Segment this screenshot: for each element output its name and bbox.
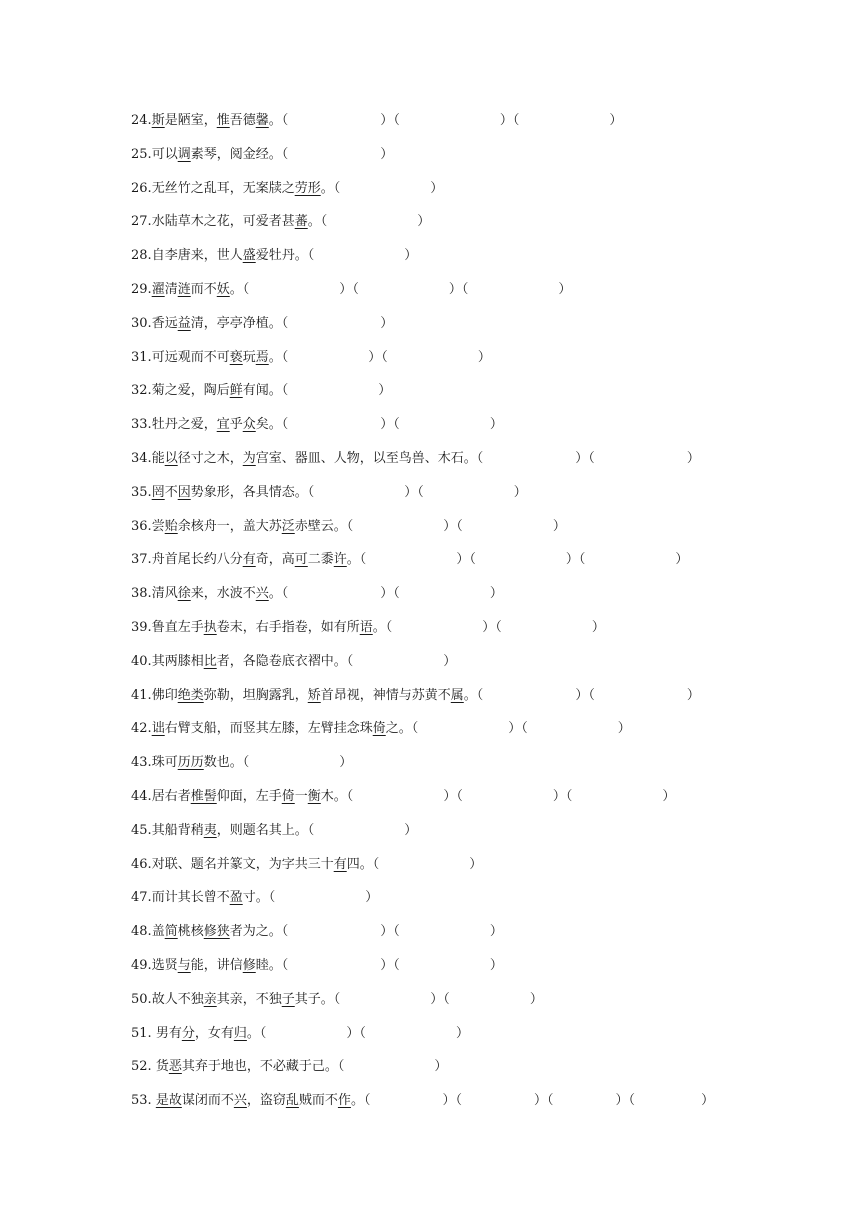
sentence-text: 清 bbox=[164, 281, 178, 297]
question-line bbox=[131, 481, 751, 515]
underlined-word: 兴 bbox=[255, 586, 269, 602]
underlined-word: 妖 bbox=[216, 281, 230, 297]
answer-blank[interactable]: （ ） bbox=[521, 721, 631, 737]
question-line bbox=[131, 785, 751, 819]
sentence-text: 能，讲信 bbox=[190, 957, 243, 973]
answer-blank[interactable]: （ ） bbox=[455, 1093, 548, 1109]
underlined-word: 许 bbox=[333, 552, 347, 568]
underlined-word: 盛 bbox=[242, 248, 256, 264]
question-line bbox=[131, 920, 751, 954]
question-number: 49. bbox=[131, 957, 152, 973]
sentence-text: 首昂视，神情与苏黄不 bbox=[320, 687, 451, 703]
answer-blank[interactable]: （ ） bbox=[588, 687, 700, 703]
question-line bbox=[131, 717, 751, 751]
answer-blank[interactable]: （ ） bbox=[456, 788, 566, 804]
sentence-text: 其两膝相 bbox=[151, 653, 204, 669]
answer-blank[interactable]: （ ） bbox=[381, 349, 491, 365]
sentence-text: 四。 bbox=[346, 856, 373, 872]
answer-blank[interactable]: （ ） bbox=[281, 146, 394, 162]
sentence-text: 无丝竹之乱耳，无案牍之 bbox=[151, 180, 295, 196]
sentence-text: 自李唐来，世人 bbox=[151, 248, 243, 264]
answer-blank[interactable]: （ ） bbox=[281, 113, 394, 128]
underlined-word: 执 bbox=[203, 619, 217, 635]
answer-blank[interactable]: （ ） bbox=[411, 721, 522, 737]
underlined-word: 兴 bbox=[233, 1093, 247, 1109]
answer-blank[interactable]: （ ） bbox=[363, 1093, 456, 1109]
sentence-text: 睦。 bbox=[255, 957, 282, 973]
underlined-word: 为 bbox=[242, 450, 256, 466]
sentence-text: 弥勒，坦胸露乳， bbox=[203, 687, 308, 703]
answer-blank[interactable]: （ ） bbox=[578, 552, 689, 568]
sentence-text: 二黍 bbox=[307, 552, 334, 568]
underlined-word: 作 bbox=[337, 1093, 351, 1109]
question-line bbox=[131, 515, 751, 549]
answer-blank[interactable]: （ ） bbox=[476, 450, 589, 466]
answer-blank[interactable]: （ ） bbox=[547, 1093, 629, 1109]
question-number: 40. bbox=[131, 653, 152, 669]
sentence-text: 玩 bbox=[242, 349, 256, 365]
question-number: 35. bbox=[131, 484, 152, 500]
sentence-text: 势象形，各具情态。 bbox=[190, 484, 308, 500]
question-number: 33. bbox=[131, 417, 152, 433]
sentence-text: 。 bbox=[307, 214, 321, 230]
question-line bbox=[131, 954, 751, 988]
sentence-text: 来，水波不 bbox=[190, 586, 256, 602]
underlined-word: 属 bbox=[450, 687, 464, 703]
answer-blank[interactable]: （ ） bbox=[346, 788, 457, 804]
question-line bbox=[131, 109, 751, 143]
answer-blank[interactable]: （ ） bbox=[359, 552, 470, 568]
underlined-word: 乱 bbox=[285, 1093, 299, 1109]
question-number: 25. bbox=[131, 146, 152, 162]
underlined-word: 绝类 bbox=[177, 687, 204, 703]
question-number: 46. bbox=[131, 856, 152, 872]
underlined-word: 子 bbox=[281, 991, 295, 1007]
sentence-text: 货 bbox=[151, 1059, 169, 1075]
sentence-text: 。 bbox=[320, 180, 334, 196]
answer-blank[interactable]: （ ） bbox=[476, 687, 589, 703]
question-number: 30. bbox=[131, 315, 152, 331]
sentence-text: 居右者 bbox=[151, 788, 191, 804]
question-number: 50. bbox=[131, 991, 152, 1007]
underlined-word: 劳形 bbox=[294, 180, 321, 196]
sentence-text: 数也。 bbox=[203, 755, 243, 771]
question-line bbox=[131, 988, 751, 1022]
sentence-text: ，则题名其上。 bbox=[216, 822, 308, 838]
answer-blank[interactable]: （ ） bbox=[333, 991, 444, 1007]
answer-blank[interactable]: （ ） bbox=[456, 518, 566, 534]
question-number: 43. bbox=[131, 755, 152, 771]
answer-blank[interactable]: （ ） bbox=[307, 484, 418, 500]
sentence-text: 爱牡丹。 bbox=[255, 248, 308, 264]
sentence-text: 谋闭而不 bbox=[181, 1093, 234, 1109]
sentence-text: 其弃于地也，不必藏于己。 bbox=[181, 1059, 338, 1075]
answer-blank[interactable]: （ ） bbox=[281, 417, 394, 433]
question-number: 27. bbox=[131, 214, 152, 230]
sentence-text: 可远观而不可 bbox=[151, 349, 230, 365]
sentence-text: 佛印 bbox=[151, 687, 178, 703]
underlined-word: 是故 bbox=[155, 1093, 182, 1109]
sentence-text: 。 bbox=[350, 1093, 364, 1109]
sentence-text: 。 bbox=[268, 586, 282, 602]
sentence-text: 故人不独 bbox=[151, 991, 204, 1007]
underlined-word: 修 bbox=[242, 957, 256, 973]
answer-blank[interactable]: （ ） bbox=[307, 248, 418, 264]
sentence-text: 。 bbox=[346, 552, 360, 568]
answer-blank[interactable]: （ ） bbox=[281, 349, 382, 365]
sentence-text: 水陆草木之花，可爱者甚 bbox=[151, 214, 295, 230]
question-number: 26. bbox=[131, 180, 152, 196]
sentence-text: 珠可 bbox=[151, 755, 178, 771]
sentence-text: 寸。 bbox=[242, 890, 269, 906]
answer-blank[interactable]: （ ） bbox=[393, 586, 503, 602]
answer-blank[interactable]: （ ） bbox=[628, 1093, 715, 1109]
underlined-word: 徐 bbox=[177, 586, 191, 602]
sentence-text: 尝 bbox=[151, 518, 165, 534]
question-line bbox=[131, 278, 751, 312]
underlined-word: 宜 bbox=[216, 417, 230, 433]
sentence-text: 。 bbox=[268, 113, 282, 128]
underlined-word: 众 bbox=[242, 417, 256, 433]
underlined-word: 馨 bbox=[255, 113, 269, 128]
sentence-text: 对联、题名并篆文，为字共三十 bbox=[151, 856, 334, 872]
sentence-text: 是陋室， bbox=[164, 113, 217, 128]
answer-blank[interactable]: （ ） bbox=[469, 552, 579, 568]
sentence-text: 者为之。 bbox=[229, 924, 282, 940]
question-number: 39. bbox=[131, 619, 152, 635]
sentence-text: 径寸之木， bbox=[177, 450, 243, 466]
question-number: 38. bbox=[131, 586, 152, 602]
sentence-text: 香远 bbox=[151, 315, 178, 331]
answer-blank[interactable]: （ ） bbox=[393, 924, 503, 940]
answer-blank[interactable]: （ ） bbox=[588, 450, 700, 466]
sentence-text: 奇，高 bbox=[255, 552, 295, 568]
question-number: 45. bbox=[131, 822, 152, 838]
question-number: 53. bbox=[131, 1093, 152, 1109]
sentence-text: 吾德 bbox=[229, 113, 256, 128]
question-line bbox=[131, 1089, 751, 1123]
question-line bbox=[131, 312, 751, 346]
underlined-word: 涟 bbox=[177, 281, 191, 297]
sentence-text: 。 bbox=[246, 1025, 260, 1041]
answer-blank[interactable]: （ ） bbox=[337, 1059, 448, 1075]
question-number: 48. bbox=[131, 924, 152, 940]
answer-blank[interactable]: （ ） bbox=[268, 890, 379, 906]
answer-blank[interactable]: （ ） bbox=[393, 417, 503, 433]
underlined-word: 倚 bbox=[281, 788, 295, 804]
question-line bbox=[131, 582, 751, 616]
underlined-word: 修狭 bbox=[203, 924, 230, 940]
question-line bbox=[131, 819, 751, 853]
question-number: 42. bbox=[131, 721, 152, 737]
sentence-text: 者，各隐卷底衣褶中。 bbox=[216, 653, 347, 669]
question-number: 32. bbox=[131, 383, 152, 399]
answer-blank[interactable]: （ ） bbox=[242, 755, 353, 771]
sentence-text: 其船背稍 bbox=[151, 822, 204, 838]
underlined-word: 调 bbox=[177, 146, 191, 162]
sentence-text: 而不 bbox=[190, 281, 217, 297]
answer-blank[interactable]: （ ） bbox=[443, 991, 543, 1007]
underlined-word: 泛 bbox=[281, 518, 295, 534]
underlined-word: 历历 bbox=[177, 755, 204, 771]
sentence-text: 舟首尾长约八分 bbox=[151, 552, 243, 568]
question-line bbox=[131, 143, 751, 177]
answer-blank[interactable]: （ ） bbox=[385, 619, 496, 635]
sentence-text: 菊之爱，陶后 bbox=[151, 383, 230, 399]
answer-blank[interactable]: （ ） bbox=[461, 281, 572, 297]
sentence-text: 有闻。 bbox=[242, 383, 282, 399]
sentence-text: 贼而不 bbox=[298, 1093, 338, 1109]
answer-blank[interactable]: （ ） bbox=[359, 1025, 469, 1041]
answer-blank[interactable]: （ ） bbox=[242, 281, 353, 297]
underlined-word: 矫 bbox=[307, 687, 321, 703]
question-number: 28. bbox=[131, 248, 152, 264]
answer-blank[interactable]: （ ） bbox=[393, 957, 503, 973]
question-number: 44. bbox=[131, 788, 152, 804]
question-number: 47. bbox=[131, 890, 152, 906]
sentence-text: 男有 bbox=[151, 1025, 182, 1041]
sentence-text: 。 bbox=[268, 349, 282, 365]
question-line bbox=[131, 1055, 751, 1089]
question-line bbox=[131, 1022, 751, 1056]
underlined-word: 因 bbox=[177, 484, 191, 500]
sentence-text: 余核舟一，盖大苏 bbox=[177, 518, 282, 534]
underlined-word: 分 bbox=[181, 1025, 195, 1041]
sentence-text: 卷末，右手指卷，如有所 bbox=[216, 619, 360, 635]
underlined-word: 焉 bbox=[255, 349, 269, 365]
answer-blank[interactable]: （ ） bbox=[259, 1025, 360, 1041]
question-line bbox=[131, 853, 751, 887]
question-list bbox=[131, 109, 751, 1123]
answer-blank[interactable]: （ ） bbox=[281, 315, 394, 331]
sentence-text: 之。 bbox=[385, 721, 412, 737]
sentence-text: 宫室、器皿、人物，以至鸟兽、木石。 bbox=[255, 450, 477, 466]
answer-blank[interactable]: （ ） bbox=[346, 653, 457, 669]
question-number: 41. bbox=[131, 687, 152, 703]
underlined-word: 简 bbox=[164, 924, 178, 940]
underlined-word: 与 bbox=[177, 957, 191, 973]
sentence-text: 。 bbox=[372, 619, 386, 635]
sentence-text: 可以 bbox=[151, 146, 178, 162]
underlined-word: 椎髻 bbox=[190, 788, 217, 804]
underlined-word: 益 bbox=[177, 315, 191, 331]
underlined-word: 以 bbox=[164, 450, 178, 466]
underlined-word: 衡 bbox=[307, 788, 321, 804]
sentence-text: 能 bbox=[151, 450, 165, 466]
question-number: 29. bbox=[131, 281, 152, 297]
sentence-text: 矣。 bbox=[255, 417, 282, 433]
question-number: 36. bbox=[131, 518, 152, 534]
sentence-text: 盖 bbox=[151, 924, 165, 940]
question-number: 52. bbox=[131, 1059, 152, 1075]
sentence-text: 清风 bbox=[151, 586, 178, 602]
question-line bbox=[131, 244, 751, 278]
question-line bbox=[131, 177, 751, 211]
underlined-word: 鲜 bbox=[229, 383, 243, 399]
underlined-word: 诎 bbox=[151, 721, 165, 737]
underlined-word: 可 bbox=[294, 552, 308, 568]
sentence-text: 。 bbox=[463, 687, 477, 703]
answer-blank[interactable]: （ ） bbox=[307, 822, 418, 838]
question-line bbox=[131, 447, 751, 481]
sentence-text: 一 bbox=[294, 788, 308, 804]
sentence-text: 选贤 bbox=[151, 957, 178, 973]
underlined-word: 濯 bbox=[151, 281, 165, 297]
answer-blank[interactable]: （ ） bbox=[346, 518, 457, 534]
question-number: 31. bbox=[131, 349, 152, 365]
question-line bbox=[131, 210, 751, 244]
sentence-text: 其亲，不独 bbox=[216, 991, 282, 1007]
sentence-text: 鲁直左手 bbox=[151, 619, 204, 635]
underlined-word: 比 bbox=[203, 653, 217, 669]
underlined-word: 倚 bbox=[372, 721, 386, 737]
underlined-word: 有 bbox=[333, 856, 347, 872]
answer-blank[interactable]: （ ） bbox=[333, 180, 444, 196]
sentence-text: 素琴，阅金经。 bbox=[190, 146, 282, 162]
answer-blank[interactable]: （ ） bbox=[352, 281, 462, 297]
underlined-word: 斯 bbox=[151, 113, 165, 128]
underlined-word: 惟 bbox=[216, 113, 230, 128]
question-number: 51. bbox=[131, 1025, 152, 1041]
sentence-text: 。 bbox=[229, 281, 243, 297]
answer-blank[interactable]: （ ） bbox=[281, 924, 394, 940]
answer-blank[interactable]: （ ） bbox=[393, 113, 513, 128]
sentence-text: ，盗窃 bbox=[246, 1093, 286, 1109]
question-line bbox=[131, 379, 751, 413]
answer-blank[interactable]: （ ） bbox=[281, 586, 394, 602]
underlined-word: 蕃 bbox=[294, 214, 308, 230]
answer-blank[interactable]: （ ） bbox=[281, 957, 394, 973]
underlined-word: 夷 bbox=[203, 822, 217, 838]
underlined-word: 恶 bbox=[168, 1059, 182, 1075]
sentence-text: 其子。 bbox=[294, 991, 334, 1007]
question-line bbox=[131, 886, 751, 920]
question-number: 24. bbox=[131, 113, 152, 128]
sentence-text: 桃核 bbox=[177, 924, 204, 940]
question-line bbox=[131, 650, 751, 684]
sentence-text: 乎 bbox=[229, 417, 243, 433]
question-number: 37. bbox=[131, 552, 152, 568]
underlined-word: 盈 bbox=[229, 890, 243, 906]
question-line bbox=[131, 548, 751, 582]
question-line bbox=[131, 684, 751, 718]
underlined-word: 贻 bbox=[164, 518, 178, 534]
answer-blank[interactable]: （ ） bbox=[512, 113, 623, 128]
answer-blank[interactable]: （ ） bbox=[417, 484, 527, 500]
sentence-text: 不 bbox=[164, 484, 178, 500]
answer-blank[interactable]: （ ） bbox=[320, 214, 431, 230]
underlined-word: 归 bbox=[233, 1025, 247, 1041]
underlined-word: 亵 bbox=[229, 349, 243, 365]
question-line bbox=[131, 413, 751, 447]
sentence-text: 牡丹之爱， bbox=[151, 417, 217, 433]
answer-blank[interactable]: （ ） bbox=[281, 383, 392, 399]
underlined-word: 语 bbox=[359, 619, 373, 635]
question-line bbox=[131, 751, 751, 785]
sentence-text: 仰面，左手 bbox=[216, 788, 282, 804]
underlined-word: 有 bbox=[242, 552, 256, 568]
question-line bbox=[131, 346, 751, 380]
answer-blank[interactable]: （ ） bbox=[495, 619, 605, 635]
answer-blank[interactable]: （ ） bbox=[565, 788, 676, 804]
sentence-text: 右臂支船，而竖其左膝，左臂挂念珠 bbox=[164, 721, 373, 737]
sentence-text: 赤壁云。 bbox=[294, 518, 347, 534]
sentence-text: 而计其长曾不 bbox=[151, 890, 230, 906]
answer-blank[interactable]: （ ） bbox=[372, 856, 483, 872]
question-number: 34. bbox=[131, 450, 152, 466]
question-line bbox=[131, 616, 751, 650]
sentence-text: 木。 bbox=[320, 788, 347, 804]
sentence-text: ，女有 bbox=[194, 1025, 234, 1041]
sentence-text: 清，亭亭净植。 bbox=[190, 315, 282, 331]
underlined-word: 罔 bbox=[151, 484, 165, 500]
underlined-word: 亲 bbox=[203, 991, 217, 1007]
